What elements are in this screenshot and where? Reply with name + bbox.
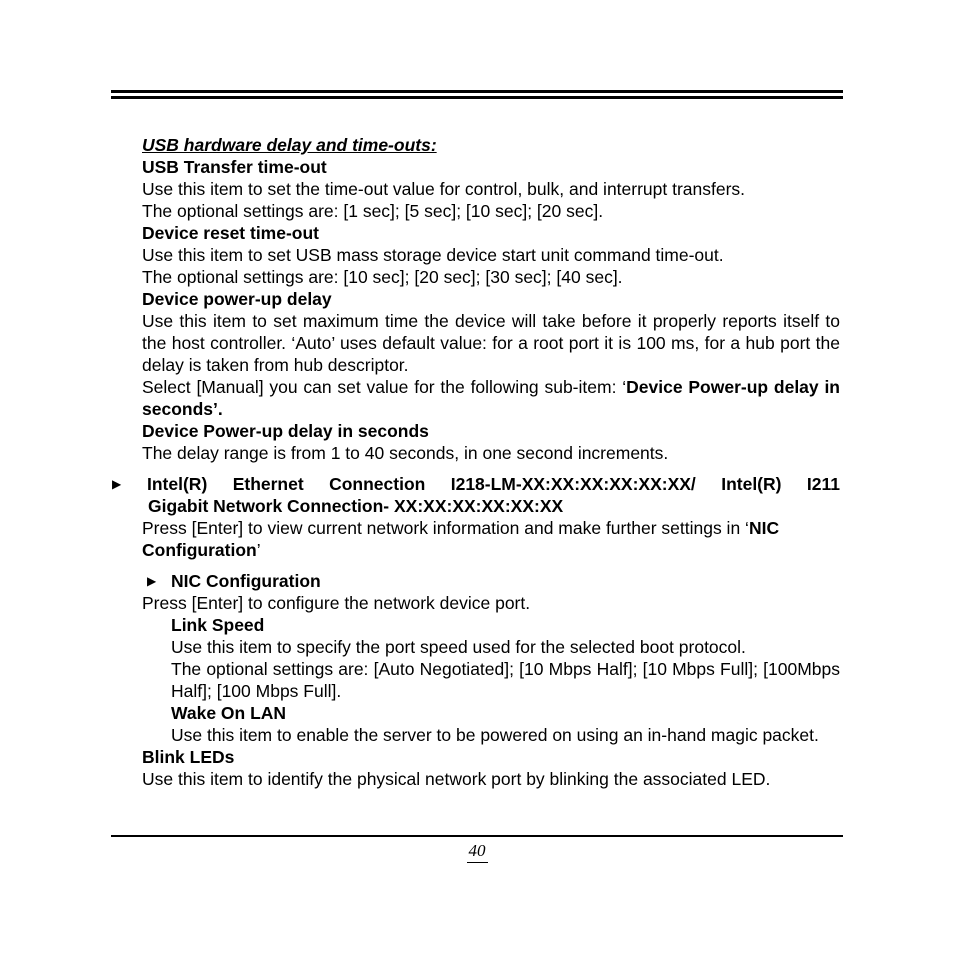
usb-transfer-title: USB Transfer time-out: [142, 157, 327, 177]
page-number-text: 40: [467, 840, 488, 863]
header-rule-thin: [111, 96, 843, 99]
intel-word: I218-LM-XX:XX:XX:XX:XX:XX/: [450, 474, 696, 494]
wake-on-lan-title: Wake On LAN: [171, 703, 287, 723]
intel-ethernet-title: [147, 473, 840, 495]
page-number: [0, 840, 954, 863]
blink-leds-desc: Use this item to identify the physical network port by blinking the associated LED.: [142, 769, 771, 789]
usb-section-heading: USB hardware delay and time-outs:: [142, 135, 437, 155]
device-powerup-select: [142, 376, 840, 420]
usb-transfer-options: The optional settings are: [1 sec]; [5 sec]; [10 sec]; [20 sec].: [142, 201, 604, 221]
nic-configuration-desc: Press [Enter] to configure the network device port.: [142, 593, 531, 613]
intel-word: Connection: [329, 474, 426, 494]
usb-transfer-desc: Use this item to set the time-out value for control, bulk, and interrupt transfers.: [142, 179, 746, 199]
powerup-select-bold: Device Power-up delay in seconds’.: [142, 377, 840, 419]
device-powerup-title: Device power-up delay: [142, 289, 332, 309]
footer-rule: [111, 835, 843, 837]
nic-configuration-item: [142, 570, 840, 592]
link-speed-title: Link Speed: [171, 615, 265, 635]
intel-desc-text: Press [Enter] to view current network information and make further settings in ‘: [142, 518, 749, 538]
link-speed-desc: Use this item to specify the port speed used for the selected boot protocol.: [171, 637, 746, 657]
powerup-select-text: Select [Manual] you can set value for the following sub-item: ‘: [142, 377, 627, 397]
intel-ethernet-title-line2: Gigabit Network Connection- XX:XX:XX:XX:XX:XX: [148, 496, 564, 516]
intel-desc-bold: NIC Configuration: [142, 518, 780, 560]
intel-desc-suffix: ’: [256, 540, 261, 560]
powerup-seconds-desc: The delay range is from 1 to 40 seconds, in one second increments.: [142, 443, 669, 463]
blink-leds-title: Blink LEDs: [142, 747, 235, 767]
intel-word: I211: [806, 474, 840, 494]
link-speed-options: The optional settings are: [Auto Negotiated]; [10 Mbps Half]; [10 Mbps Full]; [100Mbps Half]; [100 Mbps Full].: [171, 659, 840, 701]
device-powerup-desc: Use this item to set maximum time the device will take before it properly reports itself to the host controller. ‘Auto’ uses default value: for a root port it is 100 ms, for a hub port the delay is taken from hub descriptor.: [142, 311, 840, 375]
page-content: [112, 134, 840, 790]
intel-word: Intel(R): [721, 474, 782, 494]
device-reset-title: Device reset time-out: [142, 223, 320, 243]
intel-word: Intel(R): [147, 474, 208, 494]
device-reset-desc: Use this item to set USB mass storage device start unit command time-out.: [142, 245, 724, 265]
nic-configuration-title: NIC Configuration: [171, 571, 321, 591]
device-reset-options: The optional settings are: [10 sec]; [20 sec]; [30 sec]; [40 sec].: [142, 267, 623, 287]
powerup-seconds-title: Device Power-up delay in seconds: [142, 421, 429, 441]
header-rule-thick: [111, 90, 843, 93]
intel-ethernet-item: [105, 473, 840, 517]
intel-ethernet-desc: [142, 517, 840, 561]
triangle-right-icon: ▶: [147, 574, 157, 588]
nic-sub-items: [142, 614, 840, 746]
triangle-right-icon: ▶: [112, 477, 122, 491]
intel-word: Ethernet: [232, 474, 304, 494]
wake-on-lan-desc: Use this item to enable the server to be powered on using an in-hand magic packet.: [171, 725, 819, 745]
